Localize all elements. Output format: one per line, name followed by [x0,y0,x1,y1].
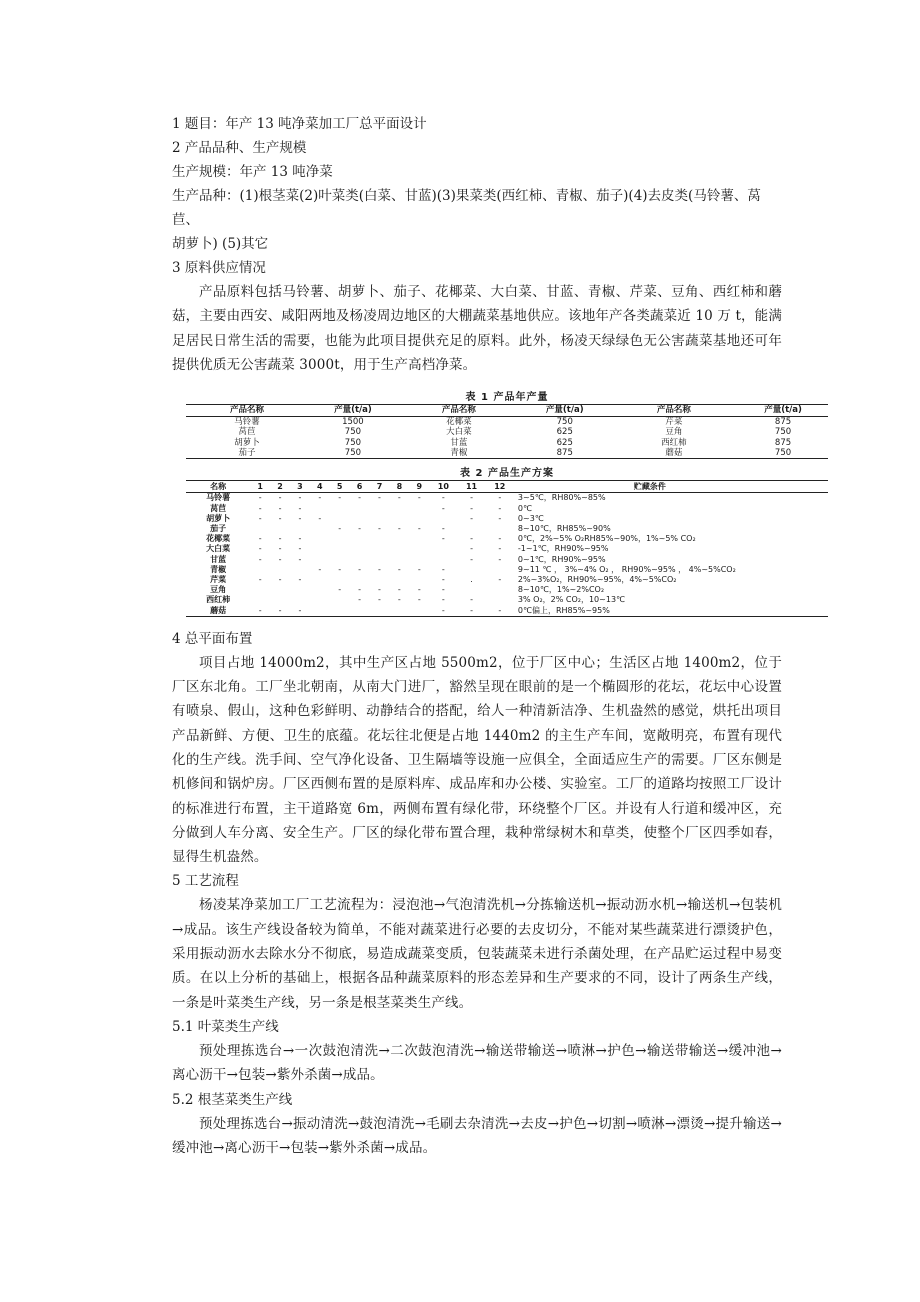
table-2-month-mark [270,595,290,605]
table-1-product-cell: 甘蓝 [450,437,468,448]
table-2-month-mark: - [258,534,262,544]
table-2-month-mark [310,534,330,544]
table-2-month-mark [409,575,429,585]
table-2-row [186,493,828,504]
table-2-month-mark: - [338,523,342,533]
table-2-month-mark [350,534,370,544]
table-1-product-cell: 莴苣 [238,427,256,438]
table-1-row [186,448,828,459]
table-2-col-month: 4 [310,481,330,493]
table-2-row [186,524,828,534]
table-2-month-mark [330,595,350,605]
table-2-storage-cell: 8~10℃，1%~2%CO₂ [517,585,605,595]
table-2-col-storage: 贮藏条件 [514,481,828,493]
table-1-col-qty: 产量(t/a) [520,405,610,417]
table-2-month-mark [389,534,409,544]
table-2-month-mark: - [358,585,362,595]
table-2-name-cell: 青椒 [210,564,227,574]
table-2-month-mark [250,565,270,575]
table-2-month-mark [350,504,370,514]
table-2-name-cell: 西红柿 [206,595,231,605]
table-2-month-mark [409,555,429,565]
table-2-col-month: 9 [409,481,429,493]
table-2-month-mark: - [470,595,473,605]
section-5-title: 5 工艺流程 [172,873,239,890]
table-2-col-month: 3 [290,481,310,493]
table-2-month-mark [270,585,290,595]
table-2-row [186,585,828,595]
table-2-month-mark: - [441,523,445,533]
table-2-month-mark [330,504,350,514]
table-2-month-mark [310,555,330,565]
table-2-month-mark [370,534,390,544]
table-1-col-name: 产品名称 [610,405,738,417]
table-2-month-mark: - [498,513,502,523]
table-2-month-mark: - [278,575,282,584]
table-2-month-mark: - [470,503,473,513]
table-2-storage-cell: 3% O₂，2% CO₂，10~13℃ [517,595,626,605]
table-2-name-cell: 胡萝卜 [206,513,231,523]
table-2-col-month: 12 [486,481,514,493]
table-2-month-mark: - [470,513,473,523]
table-2-month-mark [310,595,330,605]
table-1-product-cell: 芹菜 [665,417,683,428]
table-2-col-name: 名称 [186,481,250,493]
table-2-name-cell: 甘蓝 [210,554,227,564]
table-2-month-mark: - [338,564,342,574]
table-2-storage-cell: 0~1℃，RH90%~95% [517,554,606,564]
table-1-col-qty: 产量(t/a) [738,405,828,417]
table-2-month-mark: - [378,564,381,574]
table-2-month-mark: - [258,544,262,554]
table-2-month-mark [310,544,330,554]
section-2-title: 2 产品品种、生产规模 [172,140,307,156]
table-1-col-qty: 产量(t/a) [308,405,398,417]
table-2-col-month: 2 [270,481,290,493]
table-2-month-mark: - [498,534,502,544]
table-2-col-month: 1 [250,481,270,493]
table-2-month-mark: - [470,493,473,503]
table-2-month-mark [409,514,429,524]
table-2-month-mark [350,606,370,617]
table-1-product-cell: 花椰菜 [446,417,472,428]
table-2-month-mark: - [318,493,322,503]
table-2-month-mark: - [278,554,282,564]
production-scale: 生产规模：年产 13 吨净菜 [172,164,333,180]
table-2-month-mark: - [358,564,362,574]
table-2-month-mark [310,524,330,534]
table-2-month-mark [350,575,370,585]
table-2-month-mark [409,544,429,554]
table-2-month-mark [290,595,310,605]
table-2-month-mark [290,585,310,595]
table-2-month-mark: - [258,575,262,584]
table-2-month-mark [290,565,310,575]
table-1-row [186,427,828,437]
table-1-quantity-cell: 875 [774,437,792,448]
table-2-month-mark [250,524,270,534]
table-2-month-mark [370,555,390,565]
table-2-month-mark: - [441,605,445,615]
table-2-name-cell: 马铃薯 [206,493,231,503]
table-1-product-cell: 茄子 [238,448,256,459]
table-2-month-mark [389,504,409,514]
table-2-name-cell: 大白菜 [206,544,231,554]
table-2-month-mark: - [378,523,381,533]
tables-block [186,391,828,617]
table-2-month-mark: - [397,585,401,595]
table-2-month-mark [457,585,485,595]
table-2-month-mark [389,575,409,585]
table-2-month-mark [310,606,330,617]
table-2-month-mark [389,514,409,524]
product-variety-line-1: 生产品种：(1)根茎菜(2)叶菜类(白菜、甘蓝)(3)果菜类(西红柿、青椒、茄子)(4)去皮类(马铃薯、莴苣、 [172,188,761,228]
table-2-month-mark: - [378,493,381,503]
table-2-month-mark [310,585,330,595]
table-2-month-mark: - [278,493,282,503]
table-2-month-mark [350,544,370,554]
table-2-month-mark [457,524,485,534]
table-2-col-month: 6 [350,481,370,493]
table-2-month-mark: - [378,585,381,595]
table-2-storage-cell: 0℃，2%~5% O₂RH85%~90%，1%~5% CO₂ [517,534,696,544]
table-2-row [186,575,828,585]
table-1-col-name: 产品名称 [186,405,308,417]
table-2-month-mark: - [258,554,262,564]
table-2-row [186,595,828,605]
table-2-month-mark [389,544,409,554]
table-2-month-mark: - [258,513,262,523]
section-3-paragraph: 产品原料包括马铃薯、胡萝卜、茄子、花椰菜、大白菜、甘蓝、青椒、芹菜、豆角、西红柿和蘑菇，主要由西安、咸阳两地及杨凌周边地区的大棚蔬菜基地供应。该地年产各类蔬菜近 10 万 t，能满足居民日常生活的需要，也能为此项目提供充足的原料。此外，杨凌天绿绿色无公害蔬菜基地还可年提供优质无公害蔬菜 3000t，用于生产高档净菜。 [172,284,782,373]
table-2-month-mark: - [358,523,362,533]
table-1-quantity-cell: 1500 [342,417,364,428]
table-2-month-mark [429,514,457,524]
document-page [172,112,802,1160]
table-2-month-mark [389,606,409,617]
table-2-month-mark [389,555,409,565]
table-1-header-row [186,405,828,417]
table-2-row [186,565,828,575]
table-1-col-name: 产品名称 [398,405,520,417]
table-2-month-mark [310,504,330,514]
table-2-month-mark [486,524,514,534]
table-2-name-cell: 蘑菇 [210,605,227,615]
table-2-month-mark [330,606,350,617]
table-2-month-mark [270,565,290,575]
table-2-month-mark [486,585,514,595]
table-2-month-mark [290,524,310,534]
table-2-month-mark: - [470,544,473,554]
table-2-month-mark: - [498,554,502,564]
table-2-month-mark: - [278,513,282,523]
table-2-month-mark: - [338,493,342,503]
table-2-storage-cell: -1~1℃，RH90%~95% [517,544,609,554]
table-2-month-mark: - [338,585,342,595]
table-1-product-cell: 大白菜 [446,427,472,438]
table-2-header-row [186,481,828,493]
table-2-month-mark [370,504,390,514]
table-1-quantity-cell: 875 [556,448,573,459]
table-2-month-mark: - [278,534,282,544]
table-2-month-mark: - [417,523,421,533]
table-2-month-mark: - [258,493,262,503]
table-2-month-mark: - [470,605,473,615]
table-2-col-month: 8 [389,481,409,493]
table-2-month-mark: - [378,595,381,605]
table-2-month-mark: - [298,493,302,503]
table-2-month-mark [486,565,514,575]
table-2-month-mark [250,595,270,605]
table-2-row [186,544,828,554]
table-2-storage-cell: 0~3℃ [517,513,544,523]
table-2-month-mark [330,514,350,524]
table-2-month-mark [330,534,350,544]
table-2-month-mark: - [298,503,302,513]
table-2-month-mark: - [498,503,502,513]
table-2-month-mark: - [417,564,421,574]
table-2-month-mark: - [441,595,445,605]
table-2-name-cell: 豆角 [210,585,227,595]
table-2-month-mark: - [441,503,445,513]
table-1-row [186,438,828,448]
table-2-col-month: 11 [457,481,485,493]
table-2-month-mark: - [298,605,302,615]
post-table-content [172,627,782,1160]
table-2-month-mark: - [298,513,302,523]
table-1-quantity-cell: 625 [556,427,573,438]
table-2-month-mark: - [498,544,502,554]
table-2-month-mark: - [278,605,282,615]
table-2-month-mark [350,514,370,524]
table-1-caption: 表 1 产品年产量 [465,392,549,404]
table-2-col-month: 5 [330,481,350,493]
table-2-storage-cell: 3~5℃，RH80%~85% [517,493,606,503]
table-2-month-mark: - [498,493,502,503]
section-5-2-paragraph: 预处理拣选台→振动清洗→鼓泡清洗→毛刷去杂清洗→去皮→护色→切割→喷淋→漂烫→提升输送→缓冲池→离心沥干→包装→紫外杀菌→成品。 [172,1115,782,1156]
table-2-month-mark: - [417,595,421,605]
table-2-month-mark [370,514,390,524]
table-2-month-mark: - [498,605,502,615]
table-2-month-mark: - [278,544,282,554]
section-5-2-title: 5.2 根茎菜类生产线 [172,1091,293,1108]
table-2-row [186,606,828,617]
section-1-title: 1 题目：年产 13 吨净菜加工厂总平面设计 [172,116,427,132]
table-2-month-mark: - [318,513,322,523]
table-2-month-mark: - [358,493,362,503]
section-4-paragraph: 项目占地 14000m2，其中生产区占地 5500m2，位于厂区中心；生活区占地 1400m2，位于厂区东北角。工厂坐北朝南，从南大门进厂，豁然呈现在眼前的是一个椭圆形的花坛，花坛中心设置有喷泉、假山，这种色彩鲜明、动静结合的搭配，给人一种清新洁净、生机盎然的感觉，烘托出项目产品新鲜、方便、卫生的底蕴。花坛往北便是占地 1440m2 的主生产车间，宽敞明亮，布置有现代化的生产线。洗手间、空气净化设备、卫生隔墙等设施一应俱全，全面适应生产的需要。厂区东侧是机修间和锅炉房。厂区西侧布置的是原料库、成品库和办公楼、实验室。工厂的道路均按照工厂设计的标准进行布置，主干道路宽 6m，两侧布置有绿化带，环绕整个厂区。并设有人行道和缓冲区，充分做到人车分离、安全生产。厂区的绿化带布置合理，栽种常绿树木和草类，使整个厂区四季如春，显得生机盎然。 [172,654,782,866]
table-1-product-cell: 西红柿 [661,437,687,448]
table-2-month-mark [350,555,370,565]
table-2-month-mark [310,575,330,585]
table-2-month-mark: - [318,564,322,574]
table-2-storage-cell: 0℃ [517,503,532,513]
table-1-row [186,417,828,428]
section-5-1-title: 5.1 叶菜类生产线 [172,1018,279,1035]
table-2-month-mark: - [441,585,445,595]
table-2-month-mark: - [441,534,445,544]
table-2 [186,480,828,616]
table-1-quantity-cell: 750 [344,437,362,448]
table-2-month-mark: - [397,595,401,605]
table-1-quantity-cell: 750 [344,448,362,459]
table-1-quantity-cell: 750 [344,427,362,438]
table-2-month-mark: - [441,493,445,503]
section-5-paragraph: 杨凌某净菜加工厂工艺流程为：浸泡池→气泡清洗机→分拣输送机→振动沥水机→输送机→包装机→成品。该生产线设备较为简单，不能对蔬菜进行必要的去皮切分，不能对某些蔬菜进行漂烫护色，采用振动沥水去除水分不彻底，易造成蔬菜变质，包装蔬菜未进行杀菌处理，在产品贮运过程中易变质。在以上分析的基础上，根据各品种蔬菜原料的形态差异和生产要求的不同，设计了两条生产线，一条是叶菜类生产线，另一条是根茎菜类生产线。 [172,897,782,1011]
table-2-col-month: 10 [429,481,457,493]
table-2-month-mark [250,585,270,595]
table-2-month-mark: . [470,575,473,584]
table-2-month-mark: - [397,564,401,574]
table-2-month-mark: - [397,493,401,503]
table-2-caption: 表 2 产品生产方案 [460,468,554,480]
table-2-month-mark: - [397,523,401,533]
table-2-month-mark: - [417,585,421,595]
table-2-month-mark: - [258,605,262,615]
table-2-name-cell: 芹菜 [210,575,227,584]
table-2-month-mark: - [441,575,445,584]
table-2-row [186,534,828,544]
table-2-month-mark [370,575,390,585]
section-5-1-paragraph: 预处理拣选台→一次鼓泡清洗→二次鼓泡清洗→输送带输送→喷淋→护色→输送带输送→缓冲池→离心沥干→包装→紫外杀菌→成品。 [172,1042,782,1084]
table-1-product-cell: 青椒 [450,448,468,459]
table-2-month-mark: - [441,564,445,574]
table-2-month-mark [429,544,457,554]
table-1-product-cell: 马铃薯 [234,417,260,428]
table-2-month-mark: - [278,503,282,513]
table-2-month-mark [409,534,429,544]
table-2-name-cell: 莴苣 [210,503,227,513]
table-2-month-mark: - [470,534,473,544]
table-2-month-mark [270,524,290,534]
table-1-quantity-cell: 750 [774,448,792,459]
table-2-month-mark [370,606,390,617]
table-2-storage-cell: 8~10℃，RH85%~90% [517,523,611,533]
table-1-quantity-cell: 625 [556,437,573,448]
table-2-month-mark [370,544,390,554]
table-2-month-mark: - [470,554,473,564]
table-2-month-mark: - [298,575,302,584]
table-2-storage-cell: 2%~3%O₂，RH90%~95%，4%~5%CO₂ [517,575,677,584]
table-2-storage-cell: 0℃偏上，RH85%~95% [517,605,610,615]
table-1-quantity-cell: 750 [556,417,573,428]
table-1 [186,404,828,459]
table-2-month-mark [409,606,429,617]
table-2-month-mark: - [298,544,302,554]
table-2-month-mark: - [298,554,302,564]
table-2-month-mark [457,565,485,575]
table-2-month-mark: - [358,595,362,605]
table-2-month-mark [409,504,429,514]
table-2-month-mark: - [417,493,421,503]
table-2-row [186,555,828,565]
table-2-month-mark [429,555,457,565]
table-1-product-cell: 胡萝卜 [234,437,260,448]
table-2-month-mark [330,575,350,585]
table-2-storage-cell: 9~11 ℃ ， 3%~4% O₂ ， RH90%~95% ， 4%~5%CO₂ [517,564,736,574]
section-4-title: 4 总平面布置 [172,630,253,647]
product-variety-line-2: 胡萝卜) (5)其它 [172,236,269,252]
table-2-month-mark [330,555,350,565]
section-3-title: 3 原料供应情况 [172,260,266,276]
table-2-month-mark [486,595,514,605]
table-2-month-mark: - [258,503,262,513]
table-1-product-cell: 蘑菇 [665,448,683,459]
table-2-month-mark: - [498,575,502,584]
table-2-name-cell: 茄子 [210,523,227,533]
table-2-row [186,514,828,524]
table-2-name-cell: 花椰菜 [206,534,231,544]
table-1-product-cell: 豆角 [665,427,683,438]
table-2-month-mark: - [298,534,302,544]
table-2-row [186,504,828,514]
table-1-quantity-cell: 875 [774,417,792,428]
table-2-col-month: 7 [370,481,390,493]
table-1-quantity-cell: 750 [774,427,792,438]
table-2-month-mark [330,544,350,554]
